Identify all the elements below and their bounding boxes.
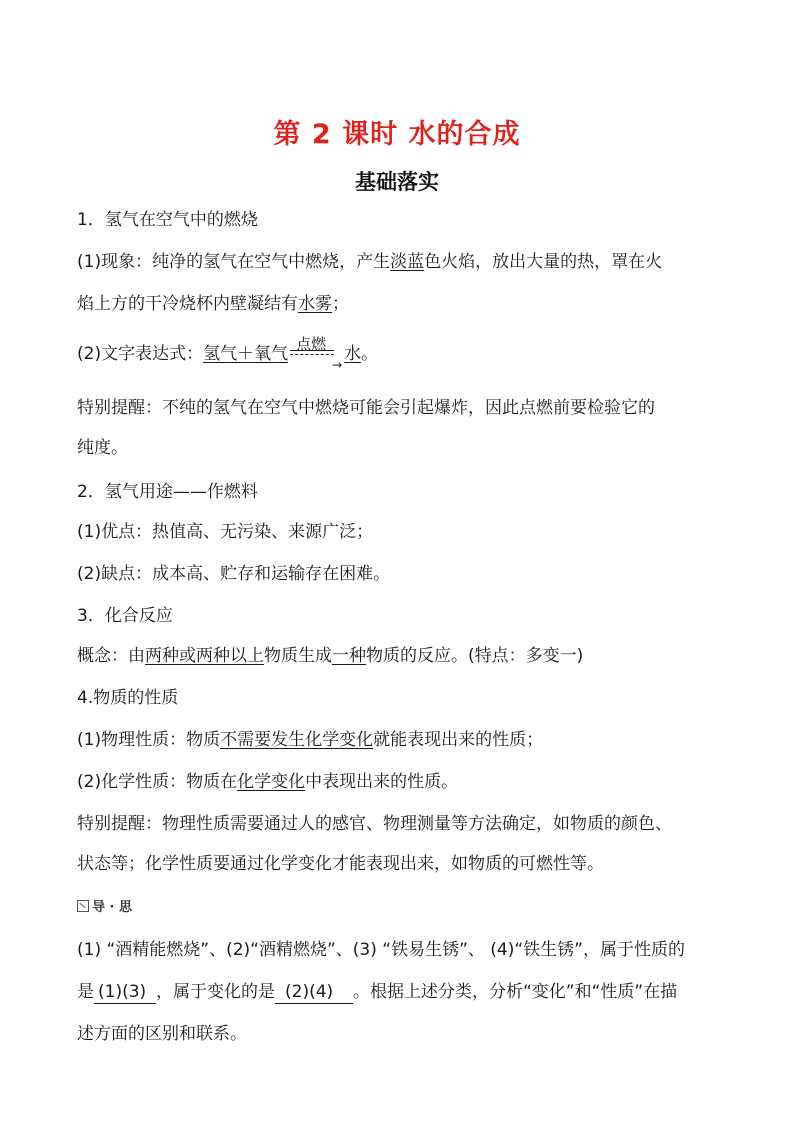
answer-one: 一种 <box>332 646 366 666</box>
s3-heading: 3．化合反应 <box>77 606 173 626</box>
reaction-arrow-icon: 点燃 → <box>290 339 342 363</box>
guide-line1: (1) “酒精能燃烧”、(2)“酒精燃烧”、(3) “铁易生锈”、 (4)“铁生锈”，属于性质的 <box>77 940 685 960</box>
answer-pale-blue: 淡蓝 <box>390 252 425 272</box>
s2-disadvantages: (2)缺点：成本高、贮存和运输存在困难。 <box>77 564 391 584</box>
answer-blank-properties: (1)(3) <box>94 981 156 1004</box>
guide-icon <box>77 900 89 912</box>
s1-heading: 1．氢气在空气中的燃烧 <box>77 210 258 230</box>
s4-physical: (1)物理性质：物质不需要发生化学变化就能表现出来的性质； <box>77 730 544 750</box>
lesson-title: 第 2 课时 水的合成 <box>273 119 521 150</box>
s1-word-equation: (2)文字表达式：氢气＋氧气 点燃 → 水。 <box>77 334 723 374</box>
equation-reactants: 氢气＋氧气 <box>203 344 289 364</box>
answer-chemical-change: 化学变化 <box>237 772 306 792</box>
s1-tip-line1: 特别提醒：不纯的氢气在空气中燃烧可能会引起爆炸，因此点燃前要检验它的 <box>77 398 655 418</box>
section-subtitle: 基础落实 <box>355 170 439 194</box>
s4-heading: 4.物质的性质 <box>77 688 179 708</box>
s4-tip-line1: 特别提醒：物理性质需要通过人的感官、物理测量等方法确定，如物质的颜色、 <box>77 814 672 834</box>
s1-phenomenon-line2: 焰上方的干冷烧杯内壁凝结有水雾； <box>77 294 349 314</box>
reaction-condition: 点燃 <box>296 335 327 353</box>
s1-phenomenon-line1: (1)现象：纯净的氢气在空气中燃烧，产生淡蓝色火焰，放出大量的热，罩在火 <box>77 252 663 272</box>
guide-heading: 导 · 思 <box>77 896 132 915</box>
equation-product: 水 <box>344 344 362 364</box>
s2-heading: 2．氢气用途——作燃料 <box>77 482 258 502</box>
s2-advantages: (1)优点：热值高、无污染、来源广泛； <box>77 522 374 542</box>
answer-no-chemical-change: 不需要发生化学变化 <box>220 730 374 750</box>
guide-line2: 是 (1)(3) ，属于变化的是 (2)(4) 。根据上述分类，分析“变化”和“性质”在描 <box>77 982 678 1002</box>
answer-two-or-more: 两种或两种以上 <box>145 646 264 666</box>
answer-blank-changes: (2)(4) <box>275 981 353 1004</box>
s4-tip-line2: 状态等；化学性质要通过化学变化才能表现出来，如物质的可燃性等。 <box>77 854 604 874</box>
answer-water-mist: 水雾 <box>298 294 332 314</box>
s4-chemical: (2)化学性质：物质在化学变化中表现出来的性质。 <box>77 772 459 792</box>
s3-concept: 概念：由两种或两种以上物质生成一种物质的反应。(特点：多变一) <box>77 646 584 666</box>
s1-tip-line2: 纯度。 <box>77 438 128 458</box>
guide-line3: 述方面的区别和联系。 <box>77 1024 247 1044</box>
